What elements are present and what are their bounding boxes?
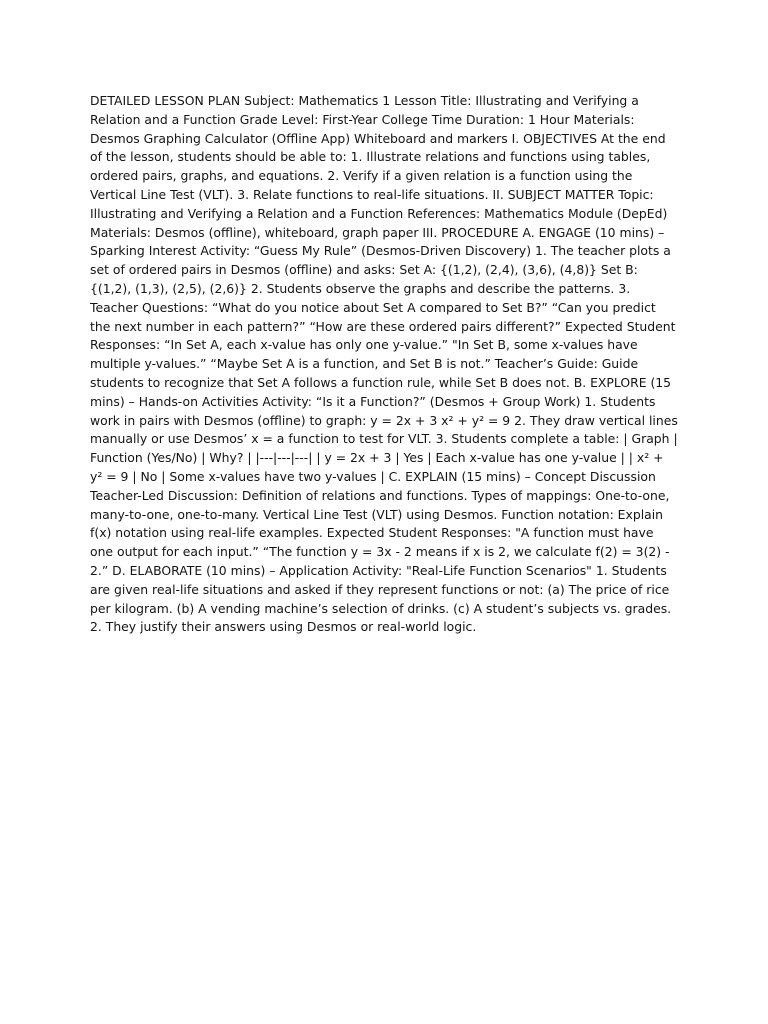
lesson-plan-text: DETAILED LESSON PLAN Subject: Mathematics 1 Lesson Title: Illustrating and Verifying a Relation and a Function Grade Level: First-Year College Time Duration: 1 Hour Materials: Desmos Graphing Calculator (Offline App) Whiteboard and markers I. OBJECTIVES At the end of the lesson, students should be able to: 1. Illustrate relations and functions using tables, ordered pairs, graphs, and equations. 2. Verify if a given relation is a function using the Vertical Line Test (VLT). 3. Relate functions to real-life situations. II. SUBJECT MATTER Topic: Illustrating and Verifying a Relation and a Function References: Mathematics Module (DepEd) Materials: Desmos (offline), whiteboard, graph paper III. PROCEDURE A. ENGAGE (10 mins) – Sparking Interest Activity: “Guess My Rule” (Desmos-Driven Discovery) 1. The teacher plots a set of ordered pairs in Desmos (offline) and asks: Set A: {(1,2), (2,4), (3,6), (4,8)} Set B: {(1,2), (1,3), (2,5), (2,6)} 2. Students observe the graphs and describe the patterns. 3. Teacher Questions: “What do you notice about Set A compared to Set B?” “Can you predict the next number in each pattern?” “How are these ordered pairs different?” Expected Student Responses: “In Set A, each x-value has only one y-value.” "In Set B, some x-values have multiple y-values.” “Maybe Set A is a function, and Set B is not.” Teacher’s Guide: Guide students to recognize that Set A follows a function rule, while Set B does not. B. EXPLORE (15 mins) – Hands-on Activities Activity: “Is it a Function?” (Desmos + Group Work) 1. Students work in pairs with Desmos (offline) to graph: y = 2x + 3 x² + y² = 9 2. They draw vertical lines manually or use Desmos’ x = a function to test for VLT. 3. Students complete a table: | Graph | Function (Yes/No) | Why? | |---|---|---| | y = 2x + 3 | Yes | Each x-value has one y-value | | x² + y² = 9 | No | Some x-values have two y-values | C. EXPLAIN (15 mins) – Concept Discussion Teacher-Led Discussion: Definition of relations and functions. Types of mappings: One-to-one, many-to-one, one-to-many. Vertical Line Test (VLT) using Desmos. Function notation: Explain f(x) notation using real-life examples. Expected Student Responses: "A function must have one output for each input.” “The function y = 3x - 2 means if x is 2, we calculate f(2) = 3(2) - 2.” D. ELABORATE (10 mins) – Application Activity: "Real-Life Function Scenarios" 1. Students are given real-life situations and asked if they represent functions or not: (a) The price of rice per kilogram. (b) A vending machine’s selection of drinks. (c) A student’s subjects vs. grades. 2. They justify their answers using Desmos or real-world logic. [90,93,678,635]
